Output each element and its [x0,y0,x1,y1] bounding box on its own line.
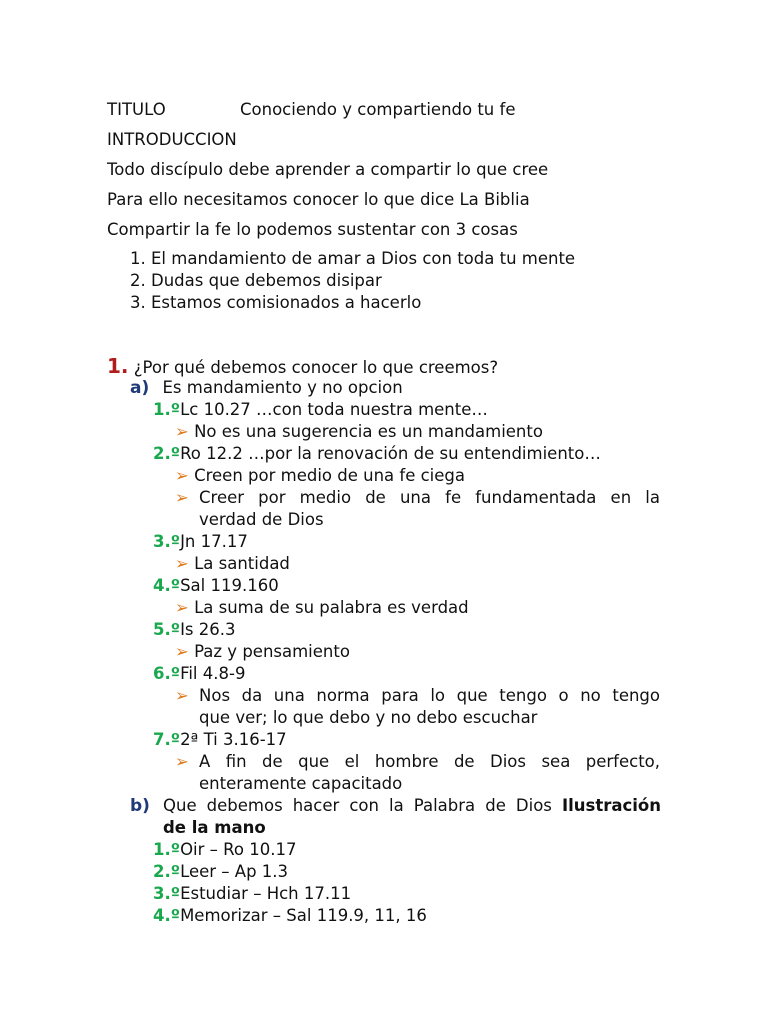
list-number: 2. [130,271,146,290]
intro-line: Para ello necesitamos conocer lo que dice La Biblia [107,190,530,209]
point-text: Nos da una norma para lo que tengo o no tengo [199,686,660,705]
subsection-title: Es mandamiento y no opcion [162,378,403,397]
point-text: No es una sugerencia es un mandamiento [194,422,543,441]
item-number: 6.º [153,664,181,683]
section-heading [107,355,498,379]
arrow-bullet-icon: ➢ [175,422,189,441]
intro-line: Compartir la fe lo podemos sustentar con 3 cosas [107,220,518,239]
item-number: 2.º [153,444,181,463]
list-item [153,905,427,927]
arrow-bullet-icon: ➢ [175,466,189,485]
point-item [175,465,465,487]
point-text-continued: que ver; lo que debo y no debo escuchar [199,708,538,727]
point-item [175,421,543,443]
point-text: Paz y pensamiento [194,642,350,661]
list-number: 3. [130,293,146,312]
subsection-letter: a) [130,378,150,398]
section-title: ¿Por qué debemos conocer lo que creemos? [133,358,499,377]
item-number: 1.º [153,840,181,859]
item-text: Estudiar – Hch 17.11 [180,884,352,903]
point-item [175,553,290,575]
subsection-b-letter [130,795,150,817]
arrow-bullet-icon: ➢ [175,598,189,617]
point-item [175,641,350,663]
subsection-b-title [163,795,661,817]
item-number: 4.º [153,906,181,925]
point-text: La santidad [194,554,290,573]
reference-item [153,619,236,641]
arrow-bullet-icon: ➢ [175,686,189,705]
arrow-bullet-icon: ➢ [175,642,189,661]
item-number: 4.º [153,576,181,595]
list-item [153,883,351,905]
point-text: Creen por medio de una fe ciega [194,466,465,485]
item-text: Leer – Ap 1.3 [180,862,289,881]
item-number: 3.º [153,532,181,551]
list-text: Estamos comisionados a hacerlo [151,293,422,312]
point-item [175,597,469,619]
arrow-bullet-icon: ➢ [175,554,189,573]
reference-item [153,663,245,685]
list-item [153,861,288,883]
intro-list-item [130,270,382,292]
reference-item [153,729,287,751]
arrow-bullet-icon: ➢ [175,488,189,507]
item-text: Memorizar – Sal 119.9, 11, 16 [180,906,427,925]
point-text: Creer por medio de una fe fundamentada en la [199,488,660,507]
reference-item [153,399,488,421]
point-text-continued: verdad de Dios [199,510,324,529]
subsection-letter: b) [130,796,150,816]
reference-text: Lc 10.27 …con toda nuestra mente… [180,400,488,419]
reference-text: 2ª Ti 3.16-17 [180,730,287,749]
reference-text: Jn 17.17 [180,532,248,551]
reference-item [153,575,279,597]
intro-line: Todo discípulo debe aprender a compartir lo que cree [107,160,549,179]
intro-heading: INTRODUCCION [107,130,237,149]
illustration-label: Ilustración [561,796,661,815]
reference-text: Sal 119.160 [180,576,279,595]
reference-item [153,531,248,553]
intro-list-item [130,292,421,314]
item-text: Oir – Ro 10.17 [180,840,297,859]
arrow-bullet-icon: ➢ [175,752,189,771]
section-number: 1. [107,354,129,378]
point-text: A fin de que el hombre de Dios sea perfecto, [199,752,660,771]
item-number: 7.º [153,730,181,749]
item-number: 5.º [153,620,181,639]
subsection-a [130,377,403,399]
reference-item [153,443,601,465]
point-item [175,487,189,509]
point-text: La suma de su palabra es verdad [194,598,469,617]
reference-text: Fil 4.8-9 [180,664,246,683]
list-number: 1. [130,249,146,268]
list-text: El mandamiento de amar a Dios con toda tu mente [151,249,576,268]
reference-text: Ro 12.2 …por la renovación de su entendimiento… [180,444,601,463]
list-item [153,839,296,861]
illustration-label-continued: de la mano [163,818,266,837]
point-item [175,685,189,707]
subsection-title: Que debemos hacer con la Palabra de Dios [163,796,552,815]
item-number: 3.º [153,884,181,903]
point-text-continued: enteramente capacitado [199,774,403,793]
reference-text: Is 26.3 [180,620,236,639]
list-text: Dudas que debemos disipar [151,271,382,290]
item-number: 2.º [153,862,181,881]
intro-list-item [130,248,575,270]
item-number: 1.º [153,400,181,419]
title-label: TITULO [107,100,166,119]
point-item [175,751,189,773]
document-title: Conociendo y compartiendo tu fe [240,100,516,119]
